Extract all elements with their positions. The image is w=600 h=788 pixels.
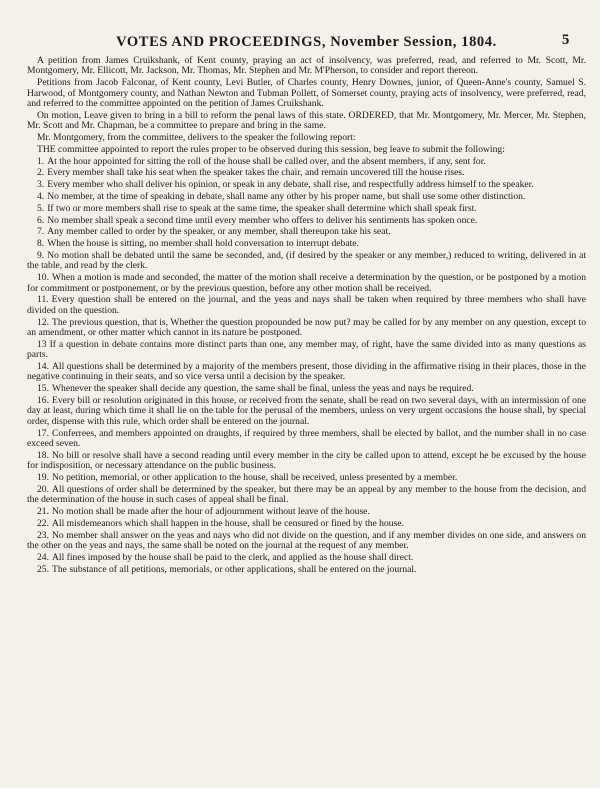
page-number: 5 xyxy=(561,32,570,48)
rule-text: All misdemeanors which shall happen in the house, shall be censured or fined by the house. xyxy=(52,517,404,529)
rule-number: 25. xyxy=(37,563,49,575)
paragraph: THE committee appointed to report the rules proper to be observed during this session, beg leave to submit the following: xyxy=(37,143,505,155)
rule-number: 5. xyxy=(37,202,45,214)
rule-text: When the house is sitting, no member shall hold conversation to interrupt debate. xyxy=(47,238,359,250)
rule-text: Every question shall be entered on the journal, and the yeas and nays shall be taken when required by three members who shall have divided on the question. xyxy=(27,294,586,316)
rule-text: No member shall answer on the yeas and nays who did not divide on the question, and if any member divides on one side, and answers on the other on the yeas and nays, the same shall be noted on the journal at the request of any member. xyxy=(27,529,586,552)
rule-number: 3. xyxy=(37,179,45,191)
rule-text: Every member shall take his seat when the speaker takes the chair, and remain uncovered till the house rises. xyxy=(47,167,465,179)
rule-item xyxy=(27,384,586,394)
rule-item xyxy=(27,227,586,237)
rule-text: If two or more members shall rise to speak at the same time, the speaker shall determine which shall speak first. xyxy=(47,202,477,214)
rule-text: No petition, memorial, or other application to the house, shall be received, unless presented by a member. xyxy=(52,472,458,484)
rule-item xyxy=(27,251,586,272)
rule-number: 15. xyxy=(37,383,49,395)
rule-text: Every bill or resolution originated in this house, or received from the senate, shall be read on two several days, with an intermission of one day at least, during which time it shall lie on the table for the perusal of the members, unless on very urgent occasions the house shall, by special order, dispense with this rule, which order shall be entered on the journal. xyxy=(27,395,586,427)
rule-text: Every member who shall deliver his opinion, or speak in any debate, shall rise, and respectfully address himself to the speaker. xyxy=(47,179,534,191)
rule-item xyxy=(27,340,586,361)
rule-number: 11. xyxy=(37,294,49,306)
rule-text: No motion shall be debated until the same be seconded, and, (if desired by the speaker or any member,) reduced to writing, delivered in at the table, and read by the clerk. xyxy=(27,249,586,272)
rule-text: No member, at the time of speaking in debate, shall name any other by his proper name, but shall use some other distinction. xyxy=(47,191,526,202)
page-header xyxy=(27,34,586,51)
rule-item xyxy=(27,239,586,249)
rule-number: 8. xyxy=(37,238,45,250)
rule-number: 19. xyxy=(37,472,49,484)
rule-text: When a motion is made and seconded, the matter of the motion shall receive a determination by the question, or be postponed by a motion for commitment or postponement, or by the previous question, before any other motion shall be received. xyxy=(27,272,586,294)
rule-item xyxy=(27,565,586,575)
paragraph: Petitions from Jacob Falconar, of Kent county, Levi Butler, of Charles county, Henry Downes, junior, of Queen-Anne's county, Samuel S. Harwood, of Montgomery county, and Nathan Newton and Tubman Pollett, of Somerset county, praying acts of insolvency, were preferred, read, and referred to the committee appointed on the petition of James Cruikshank. xyxy=(27,77,586,110)
rule-text: Whenever the speaker shall decide any question, the same shall be final, unless the yeas and nays be required. xyxy=(52,383,474,395)
rule-item xyxy=(27,451,586,472)
page-title: VOTES AND PROCEEDINGS, November Session, 1804. xyxy=(116,34,497,50)
rule-text: The previous question, that is, Whether the question propounded be now put? may be called for by any member on any question, except to an amendment, or other matter which cannot in its nature be postponed. xyxy=(27,316,586,338)
rule-item xyxy=(27,192,586,202)
rule-item xyxy=(27,485,586,506)
rule-number: 14. xyxy=(37,361,49,372)
rule-item xyxy=(27,295,586,316)
rule-item xyxy=(27,531,586,552)
rule-number: 24. xyxy=(37,551,49,563)
rule-item xyxy=(27,318,586,339)
rule-number: 13 xyxy=(37,338,47,350)
paragraph: A petition from James Cruikshank, of Kent county, praying an act of insolvency, was preferred, read, and referred to Mr. Scott, Mr. Montgomery, Mr. Ellicott, Mr. Jackson, Mr. Thomas, Mr. Stephen and Mr. M'Pherson, to consider and report thereon. xyxy=(27,55,586,77)
rule-text: All questions of order shall be determined by the speaker, but there may be an appeal by any member to the house from the decision, and the determination of the house in such cases of appeal shall be final. xyxy=(27,483,586,506)
rule-number: 12. xyxy=(37,316,49,328)
rule-number: 20. xyxy=(37,483,49,495)
rule-item xyxy=(27,553,586,563)
rule-item xyxy=(27,157,586,167)
rule-number: 22. xyxy=(37,517,49,529)
rule-text: No motion shall be made after the hour of adjournment without leave of the house. xyxy=(52,506,370,518)
paragraph: Mr. Montgomery, from the committee, delivers to the speaker the following report: xyxy=(37,132,356,144)
rule-number: 9. xyxy=(37,249,45,261)
rule-text: The substance of all petitions, memorials, or other applications, shall be entered on the journal. xyxy=(52,563,417,575)
rule-number: 18. xyxy=(37,449,49,461)
rule-item xyxy=(27,168,586,178)
rule-number: 21. xyxy=(37,506,49,518)
rule-number: 7. xyxy=(37,226,45,238)
rule-number: 17. xyxy=(37,427,49,439)
rule-item xyxy=(27,507,586,517)
rule-item xyxy=(27,473,586,483)
rule-number: 16. xyxy=(37,395,49,406)
rule-item xyxy=(27,216,586,226)
rule-item xyxy=(27,362,586,383)
paragraph: On motion, Leave given to bring in a bill to reform the penal laws of this state. ORDERED, that Mr. Montgomery, Mr. Mercer, Mr. Stephen, Mr. Scott and Mr. Chapman, be a committee to prepare and bring in the same. xyxy=(27,109,586,132)
rule-number: 23. xyxy=(37,529,49,541)
rule-text: If a question in debate contains more distinct parts than one, any member may, of right, have the same divided into as many questions as parts. xyxy=(27,338,586,361)
rules-list xyxy=(27,157,586,575)
rule-text: All fines imposed by the house shall be paid to the clerk, and applied as the house shall direct. xyxy=(52,551,414,563)
rule-item xyxy=(27,204,586,214)
rule-text: Any member called to order by the speaker, or any member, shall thereupon take his seat. xyxy=(47,226,391,238)
rule-item xyxy=(27,396,586,427)
rule-number: 4. xyxy=(37,191,45,202)
document-body xyxy=(27,56,586,575)
rule-text: At the hour appointed for sitting the roll of the house shall be called over, and the absent members, if any, sent for. xyxy=(47,155,486,167)
rule-number: 6. xyxy=(37,214,45,226)
rule-number: 2. xyxy=(37,167,45,179)
rule-text: All questions shall be determined by a majority of the members present, those dividing in the affirmative rising in their places, those in the negative continuing in their seats, and so vice versa until a decision by the speaker. xyxy=(27,361,586,383)
rule-text: No bill or resolve shall have a second reading until every member in the city be called upon to attend, except he be excused by the house for indisposition, or necessary attendance on the public business. xyxy=(27,449,586,472)
rule-item xyxy=(27,180,586,190)
rule-item xyxy=(27,519,586,529)
rule-text: Conferrees, and members appointed on draughts, if required by three members, shall be elected by ballot, and the number shall in no case exceed seven. xyxy=(27,427,586,450)
rule-number: 1. xyxy=(37,155,45,167)
rule-item xyxy=(27,429,586,450)
rule-item xyxy=(27,273,586,294)
rule-text: No member shall speak a second time until every member who offers to deliver his sentiments has spoken once. xyxy=(47,214,478,226)
rule-number: 10. xyxy=(37,272,49,284)
